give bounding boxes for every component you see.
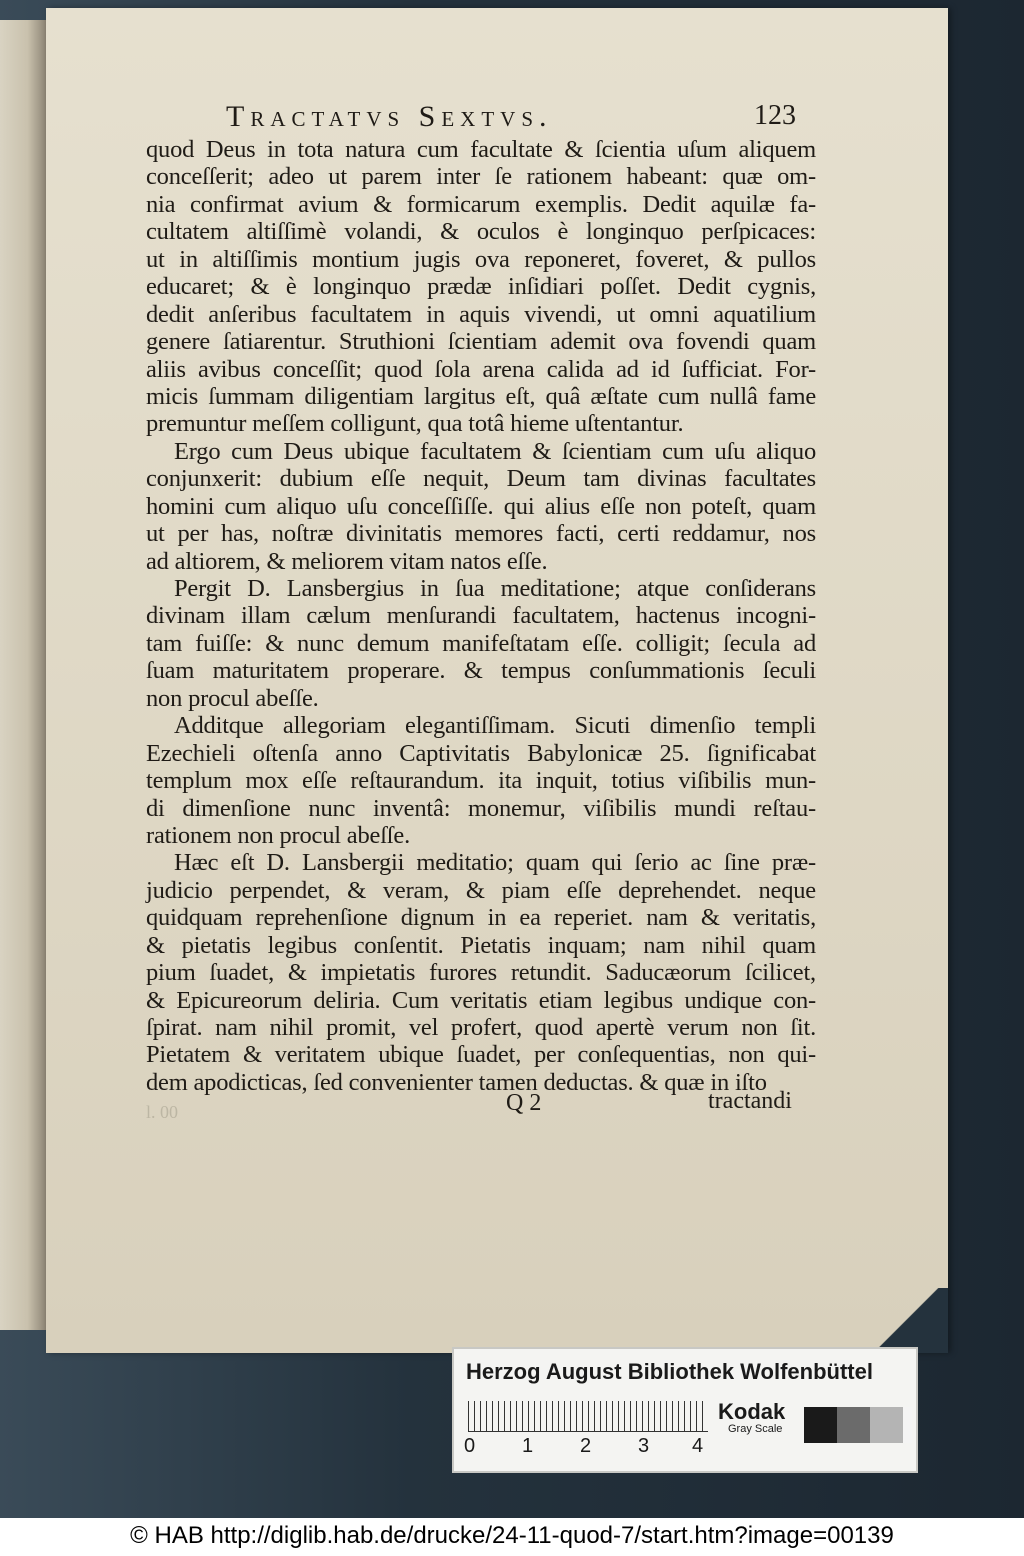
text-line: & pietatis legibus conſentit. Pietatis inquam; nam nihil quam xyxy=(146,931,816,959)
gray-patch-black xyxy=(804,1407,837,1443)
book-page xyxy=(46,8,948,1353)
kodak-brand: Kodak xyxy=(718,1399,786,1424)
text-line: pium ſuadet, & impietatis furores retundit. Saducæorum ſcilicet, xyxy=(146,959,816,987)
page-header xyxy=(226,100,796,140)
text-line: nia confirmat avium & formicarum exemplis. Dedit aquilæ fa- xyxy=(146,190,816,218)
text-line: conjunxerit: dubium eſſe nequit, Deum tam divinas facultates xyxy=(146,465,816,493)
text-line: Pietatem & veritatem ubique ſuadet, per conſequentias, non qui- xyxy=(146,1041,816,1069)
text-line: dem apodicticas, ſed convenienter tamen deductas. & quæ in iſto xyxy=(146,1068,767,1096)
gray-patch-white xyxy=(903,1407,912,1443)
text-line: judicio perpendet, & veram, & piam eſſe deprehendet. neque xyxy=(146,876,816,904)
ruler-label: 2 xyxy=(580,1435,592,1457)
text-line: di dimenſione nunc inventâ: monemur, viſibilis mundi reſtau- xyxy=(146,794,816,822)
ruler-label: 0 xyxy=(464,1435,476,1457)
text-line: dedit anſeribus facultatem in aquis vivendi, ut omni aquatilium xyxy=(146,300,816,328)
text-line: rationem non procul abeſſe. xyxy=(146,821,411,849)
running-title: Tractatvs Sextvs. xyxy=(226,100,553,133)
text-line: quod Deus in tota natura cum facultate & ſcientia uſum aliquem xyxy=(146,136,816,163)
text-line: divinam illam cælum menſurandi facultatem, hactenus incogni- xyxy=(146,602,816,630)
copyright-url: © HAB http://diglib.hab.de/drucke/24-11-quod-7/start.htm?image=00139 xyxy=(130,1522,894,1549)
text-line: micis ſummam diligentiam largitus eſt, quâ æſtate cum nullâ fame xyxy=(146,382,816,410)
text-line: ut per has, noſtræ divinitatis memores facti, certi reddamur, nos xyxy=(146,520,816,548)
text-line: aliis avibus conceſſit; quod ſola arena calida ad id ſufficiat. For- xyxy=(146,355,816,383)
show-through-text: l. 00 xyxy=(146,1102,179,1122)
kodak-gray-scale-label: Gray Scale xyxy=(728,1423,783,1435)
text-line: non procul abeſſe. xyxy=(146,684,319,712)
facing-page-edge xyxy=(0,20,48,1330)
gray-patch-dark xyxy=(837,1407,870,1443)
text-line: ſuam maturitatem properare. & tempus conſummationis ſeculi xyxy=(146,657,816,685)
ruler-ticks xyxy=(468,1401,708,1431)
scale-ruler xyxy=(468,1395,708,1432)
gray-patch-light xyxy=(870,1407,903,1443)
text-line: genere ſatiarentur. Struthioni ſcientiam ademit ova fovendi quam xyxy=(146,328,816,356)
text-line: tam fuiſſe: & nunc demum manifeſtatam eſſe. colligit; ſecula ad xyxy=(146,629,816,657)
text-line: ad altiorem, & meliorem vitam natos eſſe. xyxy=(146,547,548,575)
ruler-label: 1 xyxy=(522,1435,534,1457)
footer-bar xyxy=(0,1518,1024,1556)
text-line: cultatem altiſſimè volandi, & oculos è longinquo perſpicaces: xyxy=(146,218,816,246)
text-line: templum mox eſſe reſtaurandum. ita inquit, totius viſibilis mun- xyxy=(146,767,816,795)
library-name: Herzog August Bibliothek Wolfenbüttel xyxy=(466,1359,873,1384)
text-line: Ergo cum Deus ubique facultatem & ſcientiam cum uſu aliquo xyxy=(174,437,816,465)
text-line: Ezechieli oſtenſa anno Captivitatis Babylonicæ 25. ſignificabat xyxy=(146,739,816,767)
signature-mark: Q 2 xyxy=(506,1090,542,1116)
page-number: 123 xyxy=(754,100,796,131)
ruler-label: 3 xyxy=(638,1435,650,1457)
text-line: educaret; & è longinquo prædæ inſidiari poſſet. Dedit cygnis, xyxy=(146,273,816,301)
text-line: ſpirat. nam nihil promit, vel profert, quod apertè verum non ſit. xyxy=(146,1014,816,1041)
text-line: premuntur meſſem colligunt, qua totâ hieme uſtentantur. xyxy=(146,410,684,438)
color-calibration-bar xyxy=(452,1347,918,1473)
text-line: Hæc eſt D. Lansbergii meditatio; quam qui ſerio ac ſine præ- xyxy=(174,849,816,877)
catchword: tractandi xyxy=(708,1088,792,1114)
text-line: Additque allegoriam elegantiſſimam. Sicuti dimenſio templi xyxy=(174,712,816,740)
ruler-label: 4 xyxy=(692,1435,704,1457)
body-text xyxy=(146,136,816,1116)
text-line: ut in altiſſimis montium jugis ova reponeret, foveret, & pullos xyxy=(146,245,816,273)
text-line: homini cum aliquo uſu conceſſiſſe. qui alius eſſe non poteſt, quam xyxy=(146,492,816,520)
text-line: & Epicureorum deliria. Cum veritatis etiam legibus undique con- xyxy=(146,986,816,1014)
text-line: quidquam reprehenſione dignum in ea reperiet. nam & veritatis, xyxy=(146,904,816,932)
text-line: conceſſerit; adeo ut parem inter ſe rationem habeant: quæ om- xyxy=(146,163,816,191)
text-line: Pergit D. Lansbergius in ſua meditatione; atque conſiderans xyxy=(174,575,816,602)
